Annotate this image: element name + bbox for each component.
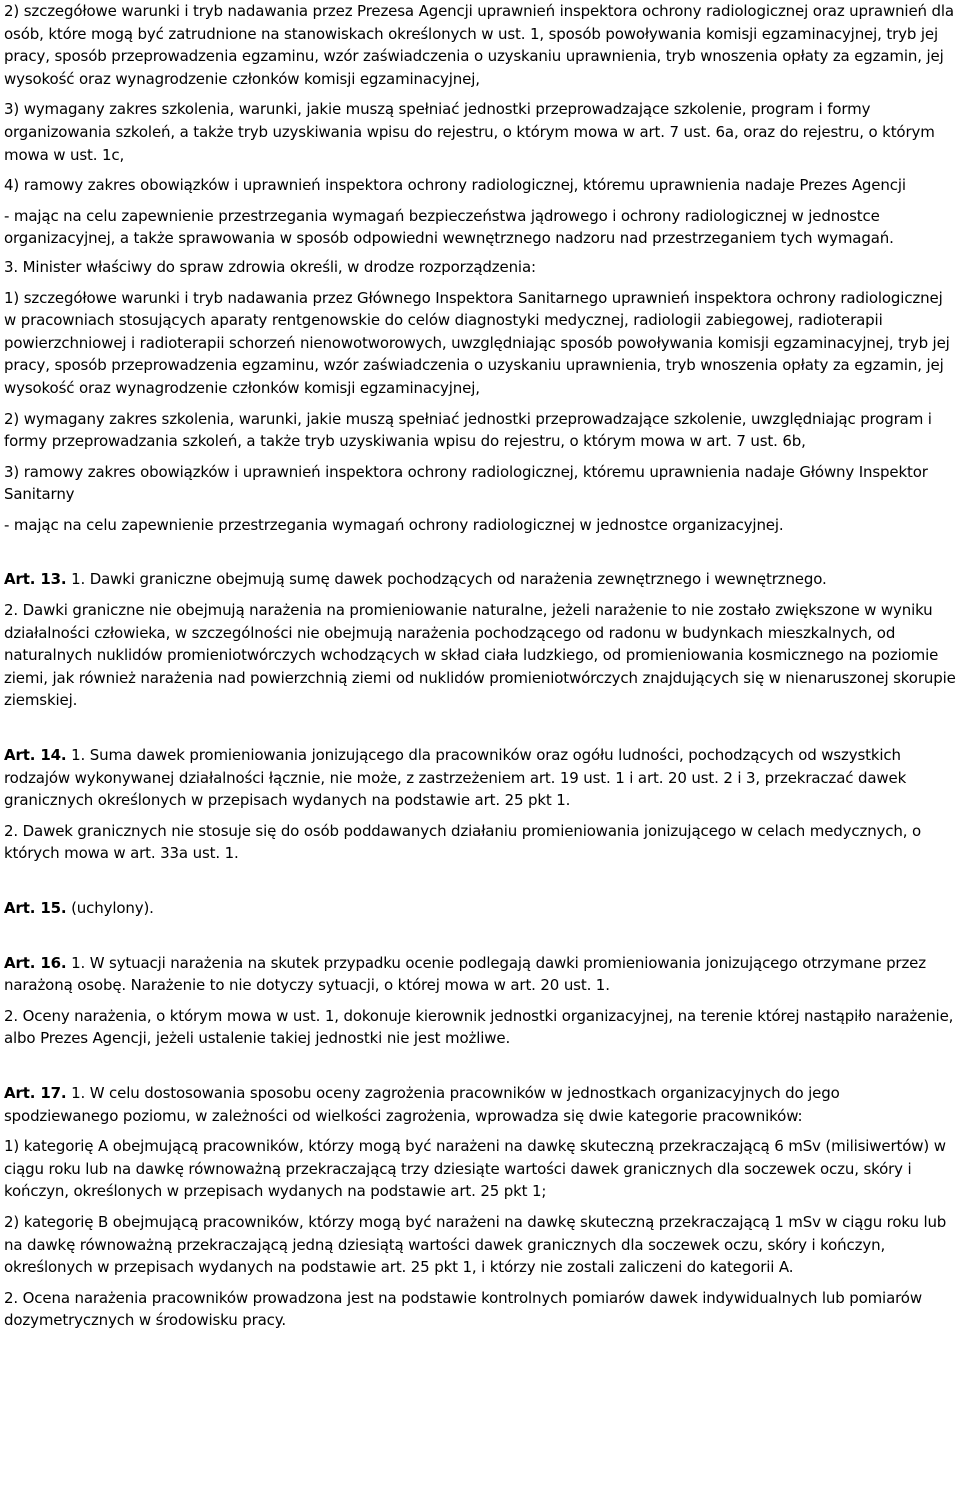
article-16-para-1: Art. 16. 1. W sytuacji narażenia na skutek przypadku ocenie podlegają dawki promieniowania jonizującego otrzymane przez narażoną osobę. Narażenie to nie dotyczy sytuacji, o której mowa w art. 20 ust. 1. <box>4 953 926 995</box>
paragraph-item-2: 2) szczegółowe warunki i tryb nadawania przez Prezesa Agencji uprawnień inspektora ochrony radiologicznej oraz uprawnień dla osób, które mogą być zatrudnione na stanowiskach określonych w ust. 1, sposób powoływania komisji egzaminacyjnej, tryb jej pracy, sposób przeprowadzenia egzaminu, wzór zaświadczenia o uzyskaniu uprawnienia, tryb wnoszenia opłaty za egzamin, jej wysokość oraz wynagrodzenie członków komisji egzaminacyjnej, <box>4 2 954 88</box>
article-14-para-2: 2. Dawek granicznych nie stosuje się do osób poddawanych działaniu promieniowania jonizującego w celach medycznych, o których mowa w art. 33a ust. 1. <box>4 821 921 863</box>
article-15-para-1: Art. 15. (uchylony). <box>4 899 154 917</box>
article-14-para-1: Art. 14. 1. Suma dawek promieniowania jonizującego dla pracowników oraz ogółu ludności, pochodzących od wszystkich rodzajów wykonywanej działalności łącznie, nie może, z zastrzeżeniem art. 19 ust. 1 i art. 20 ust. 2 i 3, przekraczać dawek granicznych określonych w przepisach wydanych na podstawie art. 25 pkt 1. <box>4 746 907 810</box>
paragraph-item-3-sec3: 3) ramowy zakres obowiązków i uprawnień inspektora ochrony radiologicznej, któremu uprawnienia nadaje Główny Inspektor Sanitarny <box>4 462 928 504</box>
article-17-para-1: Art. 17. 1. W celu dostosowania sposobu oceny zagrożenia pracowników w jednostkach organizacyjnych do jego spodziewanego poziomu, w zależności od wielkości zagrożenia, wprowadza się dwie kategorie pracowników: <box>4 1083 840 1125</box>
article-label: Art. 13. <box>4 570 67 589</box>
paragraph-closing-clause: - mając na celu zapewnienie przestrzegania wymagań bezpieczeństwa jądrowego i ochrony radiologicznej w jednostce organizacyjnej, a także sprawowania w sposób odpowiedni wewnętrznego nadzoru nad przestrzeganiem tych wymagań. <box>4 206 894 248</box>
paragraph-item-4: 4) ramowy zakres obowiązków i uprawnień inspektora ochrony radiologicznej, któremu uprawnienia nadaje Prezes Agencji <box>4 176 906 195</box>
article-label: Art. 16. <box>4 953 67 972</box>
article-label: Art. 14. <box>4 746 67 765</box>
article-13-para-2: 2. Dawki graniczne nie obejmują narażenia na promieniowanie naturalne, jeżeli narażenie to nie zostało zwiększone w wyniku działalności człowieka, w szczególności nie obejmują narażenia pochodzącego od radonu w budynkach mieszkalnych, od naturalnych nuklidów promieniotwórczych wchodzących w skład ciała ludzkiego, od promieniowania kosmicznego na poziomie ziemi, jak również narażenia nad powierzchnią ziemi od nuklidów promieniotwórczych znajdujących się w nienaruszonej skorupie ziemskiej. <box>4 601 956 710</box>
paragraph-closing-clause-sec3: - mając na celu zapewnienie przestrzegania wymagań ochrony radiologicznej w jednostce organizacyjnej. <box>4 515 784 534</box>
article-17-item-1: 1) kategorię A obejmującą pracowników, którzy mogą być narażeni na dawkę skuteczną przekraczającą 6 mSv (milisiwertów) w ciągu roku lub na dawkę równoważną przekraczającą trzy dziesiąte wartości dawek granicznych dla soczewek oczu, skóry i kończyn, określonych w przepisach wydanych na podstawie art. 25 pkt 1; <box>4 1137 946 1201</box>
article-label: Art. 15. <box>4 899 67 917</box>
article-label: Art. 17. <box>4 1083 67 1102</box>
article-16-para-2: 2. Oceny narażenia, o którym mowa w ust. 1, dokonuje kierownik jednostki organizacyjnej, na terenie której nastąpiło narażenie, albo Prezes Agencji, jeżeli ustalenie takiej jednostki nie jest możliwe. <box>4 1006 954 1048</box>
article-17-para-2: 2. Ocena narażenia pracowników prowadzona jest na podstawie kontrolnych pomiarów dawek indywidualnych lub pomiarów dozymetrycznych w środowisku pracy. <box>4 1288 922 1330</box>
article-17-item-2: 2) kategorię B obejmującą pracowników, którzy mogą być narażeni na dawkę skuteczną przekraczającą 1 mSv w ciągu roku lub na dawkę równoważną przekraczającą jedną dziesiątą wartości dawek granicznych dla soczewek oczu, skóry i kończyn, określonych w przepisach wydanych na podstawie art. 25 pkt 1, i którzy nie zostali zaliczeni do kategorii A. <box>4 1212 947 1277</box>
paragraph-item-1-sec3: 1) szczegółowe warunki i tryb nadawania przez Głównego Inspektora Sanitarnego uprawnień inspektora ochrony radiologicznej w pracowniach stosujących aparaty rentgenowskie do celów diagnostyki medycznej, radiologii zabiegowej, radioterapii powierzchniowej i radioterapii schorzeń nienowotworowych, uwzględniając sposób powoływania komisji egzaminacyjnej, tryb jej pracy, sposób przeprowadzenia egzaminu, wzór zaświadczenia o uzyskaniu uprawnienia, tryb wnoszenia opłaty za egzamin, jej wysokość oraz wynagrodzenie członków komisji egzaminacyjnej, <box>4 288 950 397</box>
paragraph-item-3: 3) wymagany zakres szkolenia, warunki, jakie muszą spełniać jednostki przeprowadzające szkolenie, program i formy organizowania szkoleń, a także tryb uzyskiwania wpisu do rejestru, o którym mowa w art. 7 ust. 6a, oraz do rejestru, o którym mowa w ust. 1c, <box>4 100 935 164</box>
paragraph-section-3: 3. Minister właściwy do spraw zdrowia określi, w drodze rozporządzenia: <box>4 257 536 276</box>
article-13-para-1: Art. 13. 1. Dawki graniczne obejmują sumę dawek pochodzących od narażenia zewnętrznego i wewnętrznego. <box>4 570 827 589</box>
paragraph-item-2-sec3: 2) wymagany zakres szkolenia, warunki, jakie muszą spełniać jednostki przeprowadzające szkolenie, uwzględniając program i formy przeprowadzania szkoleń, a także tryb uzyskiwania wpisu do rejestru, o którym mowa w art. 7 ust. 6b, <box>4 409 932 451</box>
